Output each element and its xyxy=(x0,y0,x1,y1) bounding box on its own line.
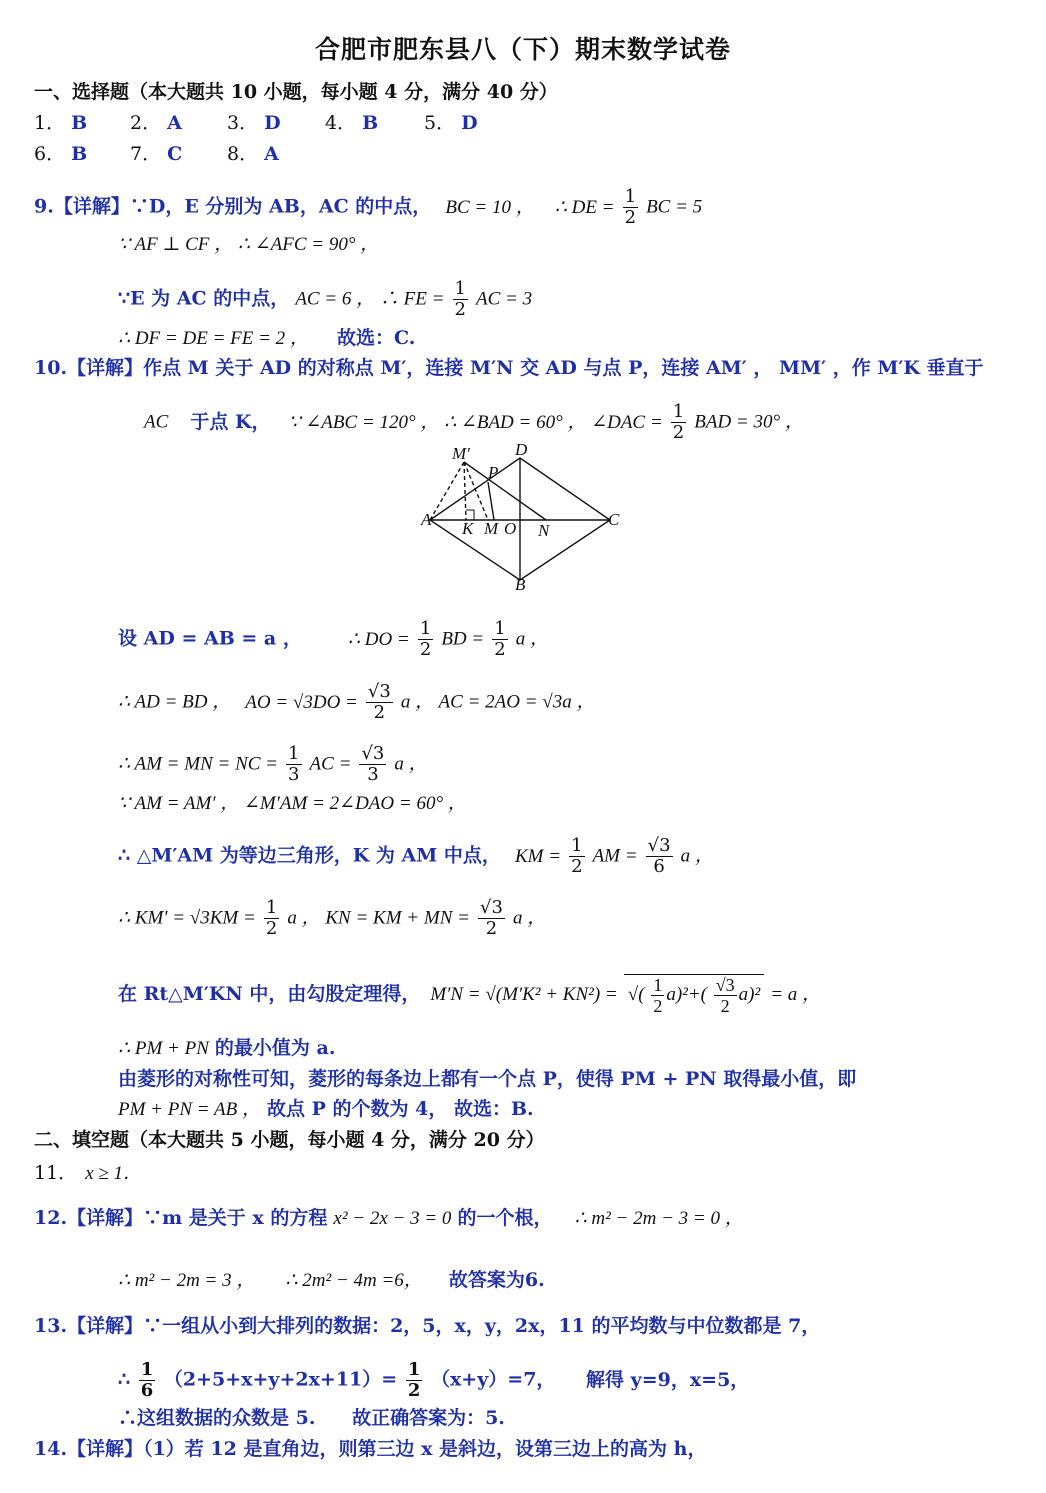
fraction-half: $\frac{1}{2}$ xyxy=(653,975,663,1016)
answer-item: 6． B xyxy=(34,143,88,165)
q10-line-1: 10.【详解】作点 M 关于 AD 的对称点 M′，连接 M′N 交 AD 与点 P，连接 AM′ ， MM′ ，作 M′K 垂直于 xyxy=(34,357,984,379)
q12-line-1: 12.【详解】∵m 是关于 x 的方程 x² − 2x − 3 = 0 的一个根， ∴ m² − 2m − 3 = 0 ， xyxy=(34,1207,744,1229)
label-k: K xyxy=(462,519,474,538)
q9-line-1: 9.【详解】∵D，E 分别为 AB，AC 的中点， BC = 10 ， ∴ DE = $\frac{1}{2}$ BC = 5 xyxy=(34,186,703,228)
fraction-half: $\frac{1}{2}$ xyxy=(624,186,637,228)
fraction-root3-over-6: $\frac{√3}{6}$ xyxy=(647,835,671,877)
label-d: D xyxy=(515,444,528,459)
answer-item: 8． A xyxy=(227,143,279,165)
answer-item: 2． A xyxy=(130,112,182,134)
q10-step-6: ∴ KM′ = √3KM = $\frac{1}{2}$ a ， KN = KM + MN = $\frac{√3}{2}$ a ， xyxy=(118,897,547,939)
radical-expression: √( $\frac{1}{2}$ a)²+( $\frac{√3}{2}$ a)² xyxy=(624,974,764,1016)
fraction-half: $\frac{1}{2}$ xyxy=(672,401,685,443)
fraction-half: $\frac{1}{2}$ xyxy=(494,618,506,660)
q10-step-1: 设 AD = AB = a ， ∴ DO = $\frac{1}{2}$ BD = $\frac{1}{2}$ a ， xyxy=(118,618,550,660)
q10-step-10: PM + PN = AB ， 故点 P 的个数为 4， 故选：B. xyxy=(118,1098,534,1120)
label-b: B xyxy=(515,575,526,594)
label-c: C xyxy=(608,510,620,529)
q13-line-2: ∴ $\frac{1}{6}$ （2+5+x+y+2x+11）= $\frac{1}{2}$ （x+y）=7， 解得 y=9，x=5， xyxy=(118,1359,750,1401)
label-m-prime: M′ xyxy=(452,444,470,463)
fraction-half: $\frac{1}{2}$ xyxy=(407,1359,421,1401)
segment-am-prime xyxy=(430,462,464,520)
q10-line-2: AC 于点 K， ∵ ∠ABC = 120° ， ∴ ∠BAD = 60° ， ∠DAC = $\frac{1}{2}$ BAD = 30° ， xyxy=(144,401,804,443)
fraction-root3-over-2: $\frac{√3}{2}$ xyxy=(367,681,391,723)
q10-step-4: ∵ AM = AM′ ， ∠M′AM = 2∠DAO = 60° ， xyxy=(118,793,467,814)
answer-item: 5． D xyxy=(424,112,478,134)
fraction-root3-over-3: $\frac{√3}{3}$ xyxy=(361,743,385,785)
fraction-half: $\frac{1}{2}$ xyxy=(571,835,583,877)
q10-step-5: ∴ △M′AM 为等边三角形，K 为 AM 中点， KM = $\frac{1}{2}$ AM = $\frac{√3}{6}$ a ， xyxy=(118,835,714,877)
q12-line-2: ∴ m² − 2m = 3 ， ∴ 2m² − 4m =6， 故答案为6. xyxy=(118,1269,545,1291)
rhombus-figure xyxy=(418,444,628,594)
answer-item: 7． C xyxy=(130,143,183,165)
fraction-sixth: $\frac{1}{6}$ xyxy=(140,1359,154,1401)
fraction-half: $\frac{1}{2}$ xyxy=(419,618,432,660)
page-title: 合肥市肥东县八（下）期末数学试卷 xyxy=(314,35,731,64)
q10-step-8: ∴ PM + PN 的最小值为 a. xyxy=(118,1037,336,1059)
label-p: P xyxy=(488,463,499,482)
q10-step-3: ∴ AM = MN = NC = $\frac{1}{3}$ AC = $\frac{√3}{3}$ a ， xyxy=(118,743,428,785)
segment-mk xyxy=(464,462,466,520)
label-a: A xyxy=(421,510,432,529)
section-heading-fill: 二、填空题（本大题共 5 小题，每小题 4 分，满分 20 分） xyxy=(34,1129,545,1151)
q10-step-7: 在 Rt△M′KN 中，由勾股定理得， M′N = √(M′K² + KN²) = √( $\frac{1}{2}$ a)²+( $\frac{√3}{2}$ a)² = a ， xyxy=(118,975,822,1016)
q14-line-1: 14.【详解】（1）若 12 是直角边，则第三边 x 是斜边，设第三边上的高为 h， xyxy=(34,1438,707,1460)
label-n: N xyxy=(538,521,550,540)
q13-line-3: ∴这组数据的众数是 5. 故正确答案为：5. xyxy=(118,1407,505,1429)
q11-answer: 11． x ≥ 1． xyxy=(34,1162,143,1184)
fraction-half: $\frac{1}{2}$ xyxy=(265,897,278,939)
fraction-half: $\frac{1}{2}$ xyxy=(454,278,466,320)
fraction-root3-over-2: $\frac{√3}{2}$ xyxy=(715,975,735,1016)
q13-line-1: 13.【详解】∵一组从小到大排列的数据：2，5，x，y，2x，11 的平均数与中位数都是 7， xyxy=(34,1315,821,1337)
q10-step-9: 由菱形的对称性可知，菱形的每条边上都有一个点 P，使得 PM + PN 取得最小值，即 xyxy=(118,1068,857,1090)
fraction-third: $\frac{1}{3}$ xyxy=(288,743,300,785)
answer-item: 4． B xyxy=(325,112,379,134)
q9-line-2: ∵ AF ⊥ CF ， ∴ ∠AFC = 90° ， xyxy=(118,234,380,255)
answer-item: 3． D xyxy=(227,112,281,134)
segment-pm xyxy=(488,482,494,520)
q9-line-3: ∵E 为 AC 的中点， AC = 6 ， ∴ FE = $\frac{1}{2}$ AC = 3 xyxy=(118,278,533,320)
q9-line-4: ∴ DF = DE = FE = 2 ， 故选：C. xyxy=(118,327,416,349)
fraction-root3-over-2: $\frac{√3}{2}$ xyxy=(479,897,503,939)
q10-step-2: ∴ AD = BD ， AO = √3DO = $\frac{√3}{2}$ a ， AC = 2AO = √3a ， xyxy=(118,681,596,723)
label-m: M xyxy=(484,519,499,538)
label-o: O xyxy=(504,519,517,538)
section-heading-choice: 一、选择题（本大题共 10 小题，每小题 4 分，满分 40 分） xyxy=(34,81,558,103)
answer-item: 1． B xyxy=(34,112,88,134)
